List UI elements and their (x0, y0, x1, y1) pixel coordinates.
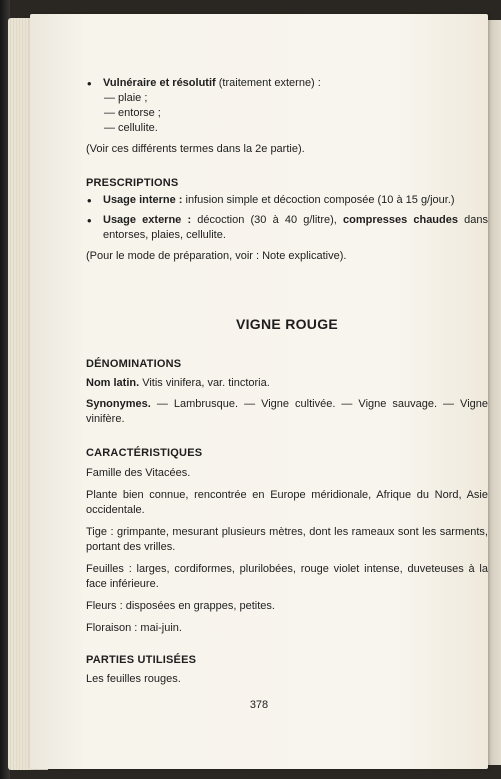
dash-item-plaie: — plaie ; (104, 92, 148, 104)
heading-denominations: DÉNOMINATIONS (86, 358, 182, 370)
heading-parts-used: PARTIES UTILISÉES (86, 654, 197, 666)
dash-item-entorse: — entorse ; (104, 107, 161, 119)
synonyms: Synonymes. — Lambrusque. — Vigne cultivée. — Vigne sauvage. — Vigne vinifère. (86, 398, 488, 425)
bullet-usage-interne: • Usage interne : infusion simple et décoction composée (10 à 15 g/jour.) (86, 193, 488, 208)
heading-prescriptions: PRESCRIPTIONS (86, 177, 179, 189)
page-content (86, 76, 488, 687)
char-stem: Tige : grimpante, mesurant plusieurs mètres, dont les rameaux sont les sarments, portant des vrilles. (86, 526, 488, 553)
heading-characteristics: CARACTÉRISTIQUES (86, 447, 203, 459)
char-family: Famille des Vitacées. (86, 467, 191, 479)
char-leaves: Feuilles : larges, cordiformes, plurilobées, rouge violet intense, duveteuses à la face inférieure. (86, 563, 488, 590)
note-see-terms: (Voir ces différents termes dans la 2e partie). (86, 143, 305, 155)
char-flowers: Fleurs : disposées en grappes, petites. (86, 600, 275, 612)
char-flowering: Floraison : mai-juin. (86, 622, 182, 634)
char-habitat: Plante bien connue, rencontrée en Europe méridionale, Afrique du Nord, Asie occidentale. (86, 489, 488, 516)
bullet-usage-externe: • Usage externe : décoction (30 à 40 g/litre), compresses chaudes dans entorses, plaies, cellulite. (86, 213, 488, 243)
note-preparation: (Pour le mode de préparation, voir : Note explicative). (86, 250, 347, 262)
page-title: VIGNE ROUGE (235, 316, 339, 332)
page-number: 378 (249, 699, 269, 711)
bullet-vulneraire: • Vulnéraire et résolutif (traitement externe) : (86, 76, 488, 91)
book-page (30, 14, 488, 769)
parts-used-text: Les feuilles rouges. (86, 673, 181, 685)
dash-item-cellulite: — cellulite. (104, 122, 158, 134)
latin-name: Nom latin. Vitis vinifera, var. tinctoria. (86, 377, 270, 389)
